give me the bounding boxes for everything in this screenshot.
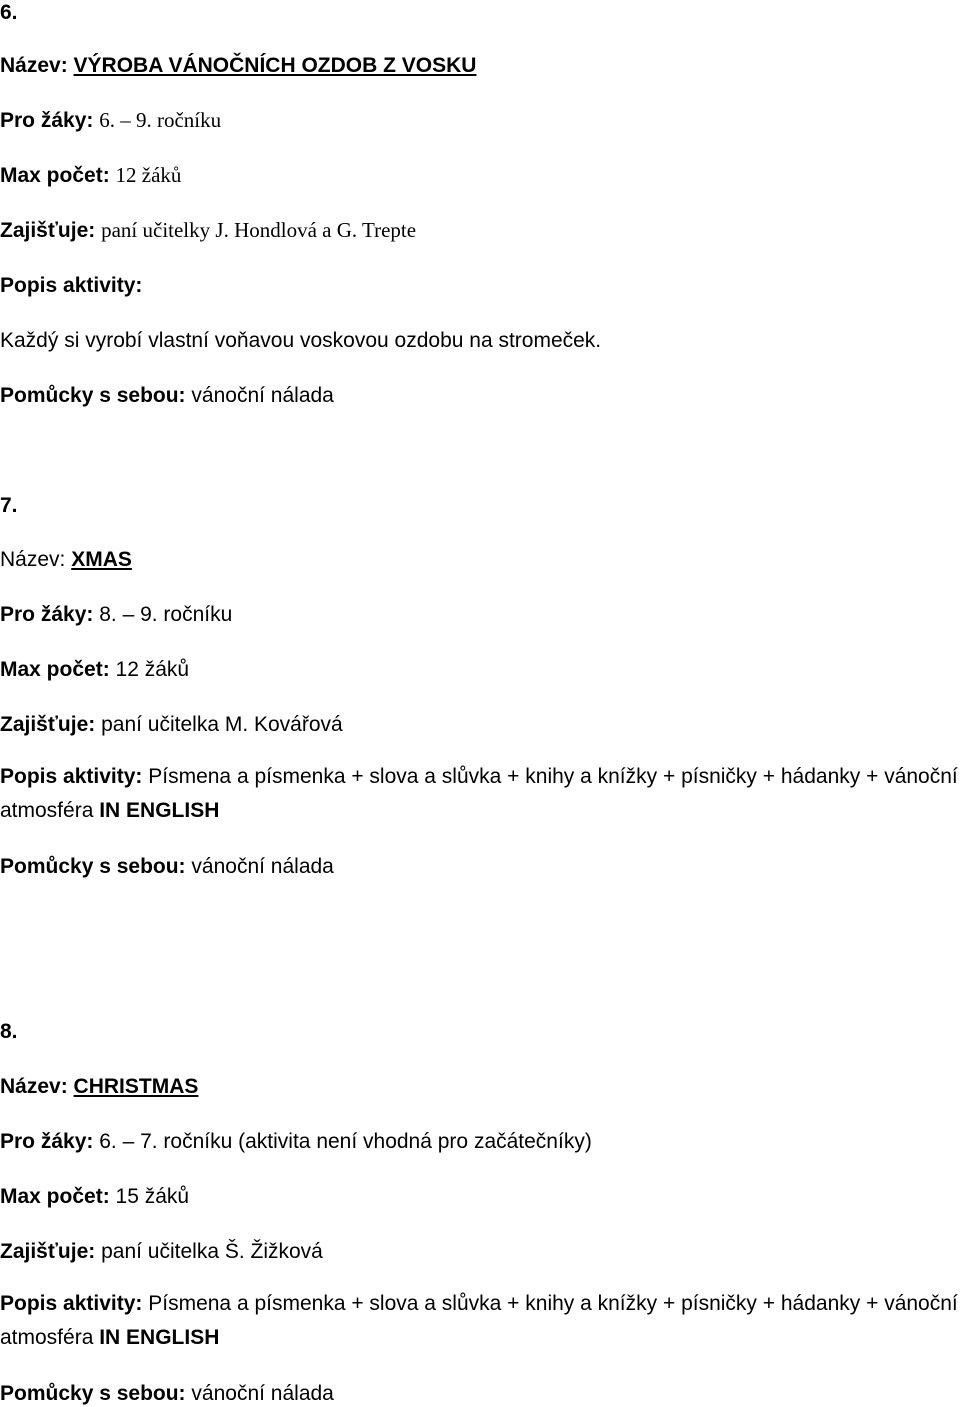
grade-label: Pro žáky: <box>0 109 94 132</box>
activity-row <box>0 1287 960 1355</box>
tools-value: vánoční nálada <box>191 855 334 878</box>
max-value: 12 žáků <box>115 658 190 681</box>
grade-row <box>0 604 232 625</box>
grade-value: 8. – 9. ročníku <box>99 603 233 626</box>
name-label: Název: <box>0 54 68 77</box>
provider-row <box>0 1241 323 1262</box>
max-label: Max počet: <box>0 164 110 187</box>
provider-label: Zajišťuje: <box>0 1240 96 1263</box>
tools-value: vánoční nálada <box>191 1382 334 1405</box>
name-row <box>0 55 476 76</box>
provider-row <box>0 220 416 241</box>
max-row <box>0 659 189 680</box>
max-row <box>0 1186 189 1207</box>
grade-label: Pro žáky: <box>0 603 94 626</box>
activity-title: CHRISTMAS <box>73 1075 199 1098</box>
section-number: 6. <box>0 1 18 24</box>
activity-text: Každý si vyrobí vlastní voňavou voskovou ozdobu na stromeček. <box>0 329 602 352</box>
provider-row <box>0 714 343 735</box>
tools-label: Pomůcky s sebou: <box>0 1382 186 1405</box>
max-row <box>0 165 181 186</box>
tools-value: vánoční nálada <box>191 384 334 407</box>
provider-value: paní učitelka M. Kovářová <box>101 713 343 736</box>
activity-label: Popis aktivity: <box>0 765 143 788</box>
activity-label: Popis aktivity: <box>0 1292 143 1315</box>
tools-label: Pomůcky s sebou: <box>0 855 186 878</box>
activity-title: VÝROBA VÁNOČNÍCH OZDOB Z VOSKU <box>73 54 477 77</box>
max-value: 15 žáků <box>115 1185 190 1208</box>
activity-emphasis: IN ENGLISH <box>99 799 220 822</box>
activity-text: Písmena a písmenka + slova a slůvka + knihy a knížky + písničky + hádanky + vánoční atmosféra <box>0 765 958 822</box>
tools-row <box>0 385 334 406</box>
section-number: 8. <box>0 1020 18 1043</box>
max-label: Max počet: <box>0 658 110 681</box>
activity-row <box>0 760 960 828</box>
grade-value: 6. – 9. ročníku <box>99 108 222 132</box>
provider-label: Zajišťuje: <box>0 219 96 242</box>
provider-value: paní učitelky J. Hondlová a G. Trepte <box>101 218 417 242</box>
tools-row <box>0 856 334 877</box>
provider-label: Zajišťuje: <box>0 713 96 736</box>
max-value: 12 žáků <box>115 163 182 187</box>
activity-emphasis: IN ENGLISH <box>99 1326 220 1349</box>
name-row <box>0 1076 198 1097</box>
name-label: Název: <box>0 1075 68 1098</box>
grade-label: Pro žáky: <box>0 1130 94 1153</box>
grade-row <box>0 1131 592 1152</box>
section-number: 7. <box>0 494 18 517</box>
activity-title: XMAS <box>71 548 132 571</box>
tools-row <box>0 1383 334 1404</box>
max-label: Max počet: <box>0 1185 110 1208</box>
name-label: Název: <box>0 548 66 571</box>
tools-label: Pomůcky s sebou: <box>0 384 186 407</box>
activity-label: Popis aktivity: <box>0 274 143 297</box>
grade-row <box>0 110 221 131</box>
activity-text: Písmena a písmenka + slova a slůvka + knihy a knížky + písničky + hádanky + vánoční atmosféra <box>0 1292 958 1349</box>
grade-value: 6. – 7. ročníku (aktivita není vhodná pro začátečníky) <box>99 1130 592 1153</box>
provider-value: paní učitelka Š. Žižková <box>101 1240 323 1263</box>
name-row <box>0 549 132 570</box>
